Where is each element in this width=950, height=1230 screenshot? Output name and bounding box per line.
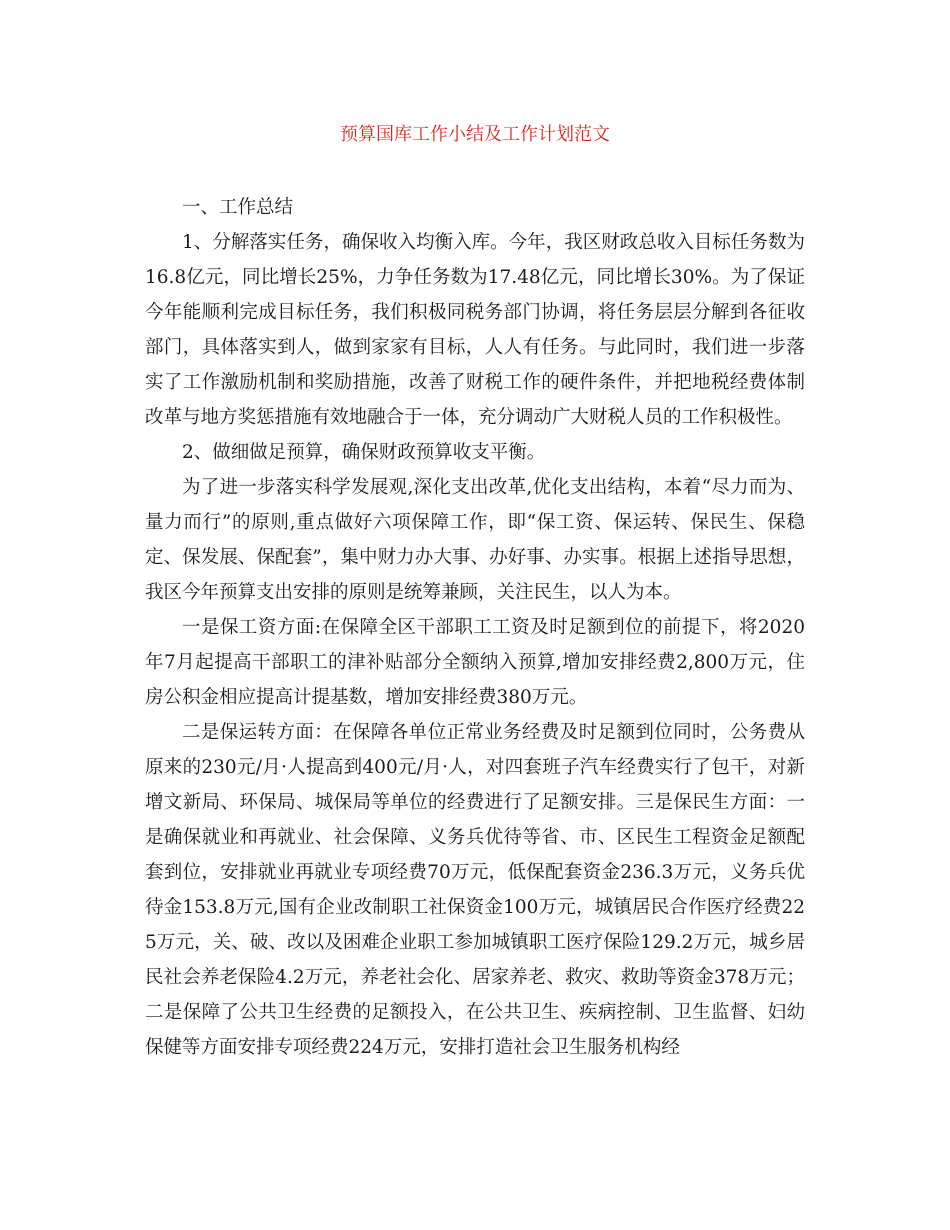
paragraph-budget-heading: 2、做细做足预算，确保财政预算收支平衡。 [182,442,546,463]
paragraph-section-heading: 一、工作总结 [182,197,294,218]
paragraph-budget-principles: 为了进一步落实科学发展观,深化支出改革,优化支出结构，本着“尽力而为、量力而行”的原则,重点做好六项保障工作，即“保工资、保运转、保民生、保稳定、保发展、保配套”，集中财力办大事、办好事、办实事。根据上述指导思想，我区今年预算支出安排的原则是统筹兼顾，关注民生，以人为本。 [145,477,805,603]
document-body [145,190,805,1065]
document-title: 预算国库工作小结及工作计划范文 [340,124,610,145]
paragraph-task-breakdown: 1、分解落实任务，确保收入均衡入库。今年，我区财政总收入目标任务数为16.8亿元，同比增长25%，力争任务数为17.48亿元，同比增长30%。为了保证今年能顺利完成目标任务，我们积极同税务部门协调，将任务层层分解到各征收部门，具体落实到人，做到家家有目标，人人有任务。与此同时，我们进一步落实了工作激励机制和奖励措施，改善了财税工作的硬件条件，并把地税经费体制改革与地方奖惩措施有效地融合于一体，充分调动广大财税人员的工作积极性。 [145,232,805,428]
paragraph-salary-guarantee: 一是保工资方面:在保障全区干部职工工资及时足额到位的前提下，将2020年7月起提高干部职工的津补贴部分全额纳入预算,增加安排经费2,800万元，住房公积金相应提高计提基数，增加安排经费380万元。 [145,617,805,708]
paragraph-operations-livelihood: 二是保运转方面：在保障各单位正常业务经费及时足额到位同时，公务费从原来的230元/月·人提高到400元/月·人，对四套班子汽车经费实行了包干，对新增文新局、环保局、城保局等单位的经费进行了足额安排。三是保民生方面：一是确保就业和再就业、社会保障、义务兵优待等省、市、区民生工程资金足额配套到位，安排就业再就业专项经费70万元，低保配套资金236.3万元，义务兵优待金153.8万元,国有企业改制职工社保资金100万元，城镇居民合作医疗经费225万元，关、破、改以及困难企业职工参加城镇职工医疗保险129.2万元，城乡居民社会养老保险4.2万元，养老社会化、居家养老、救灾、救助等资金378万元；二是保障了公共卫生经费的足额投入，在公共卫生、疾病控制、卫生监督、妇幼保健等方面安排专项经费224万元，安排打造社会卫生服务机构经 [145,722,805,1058]
